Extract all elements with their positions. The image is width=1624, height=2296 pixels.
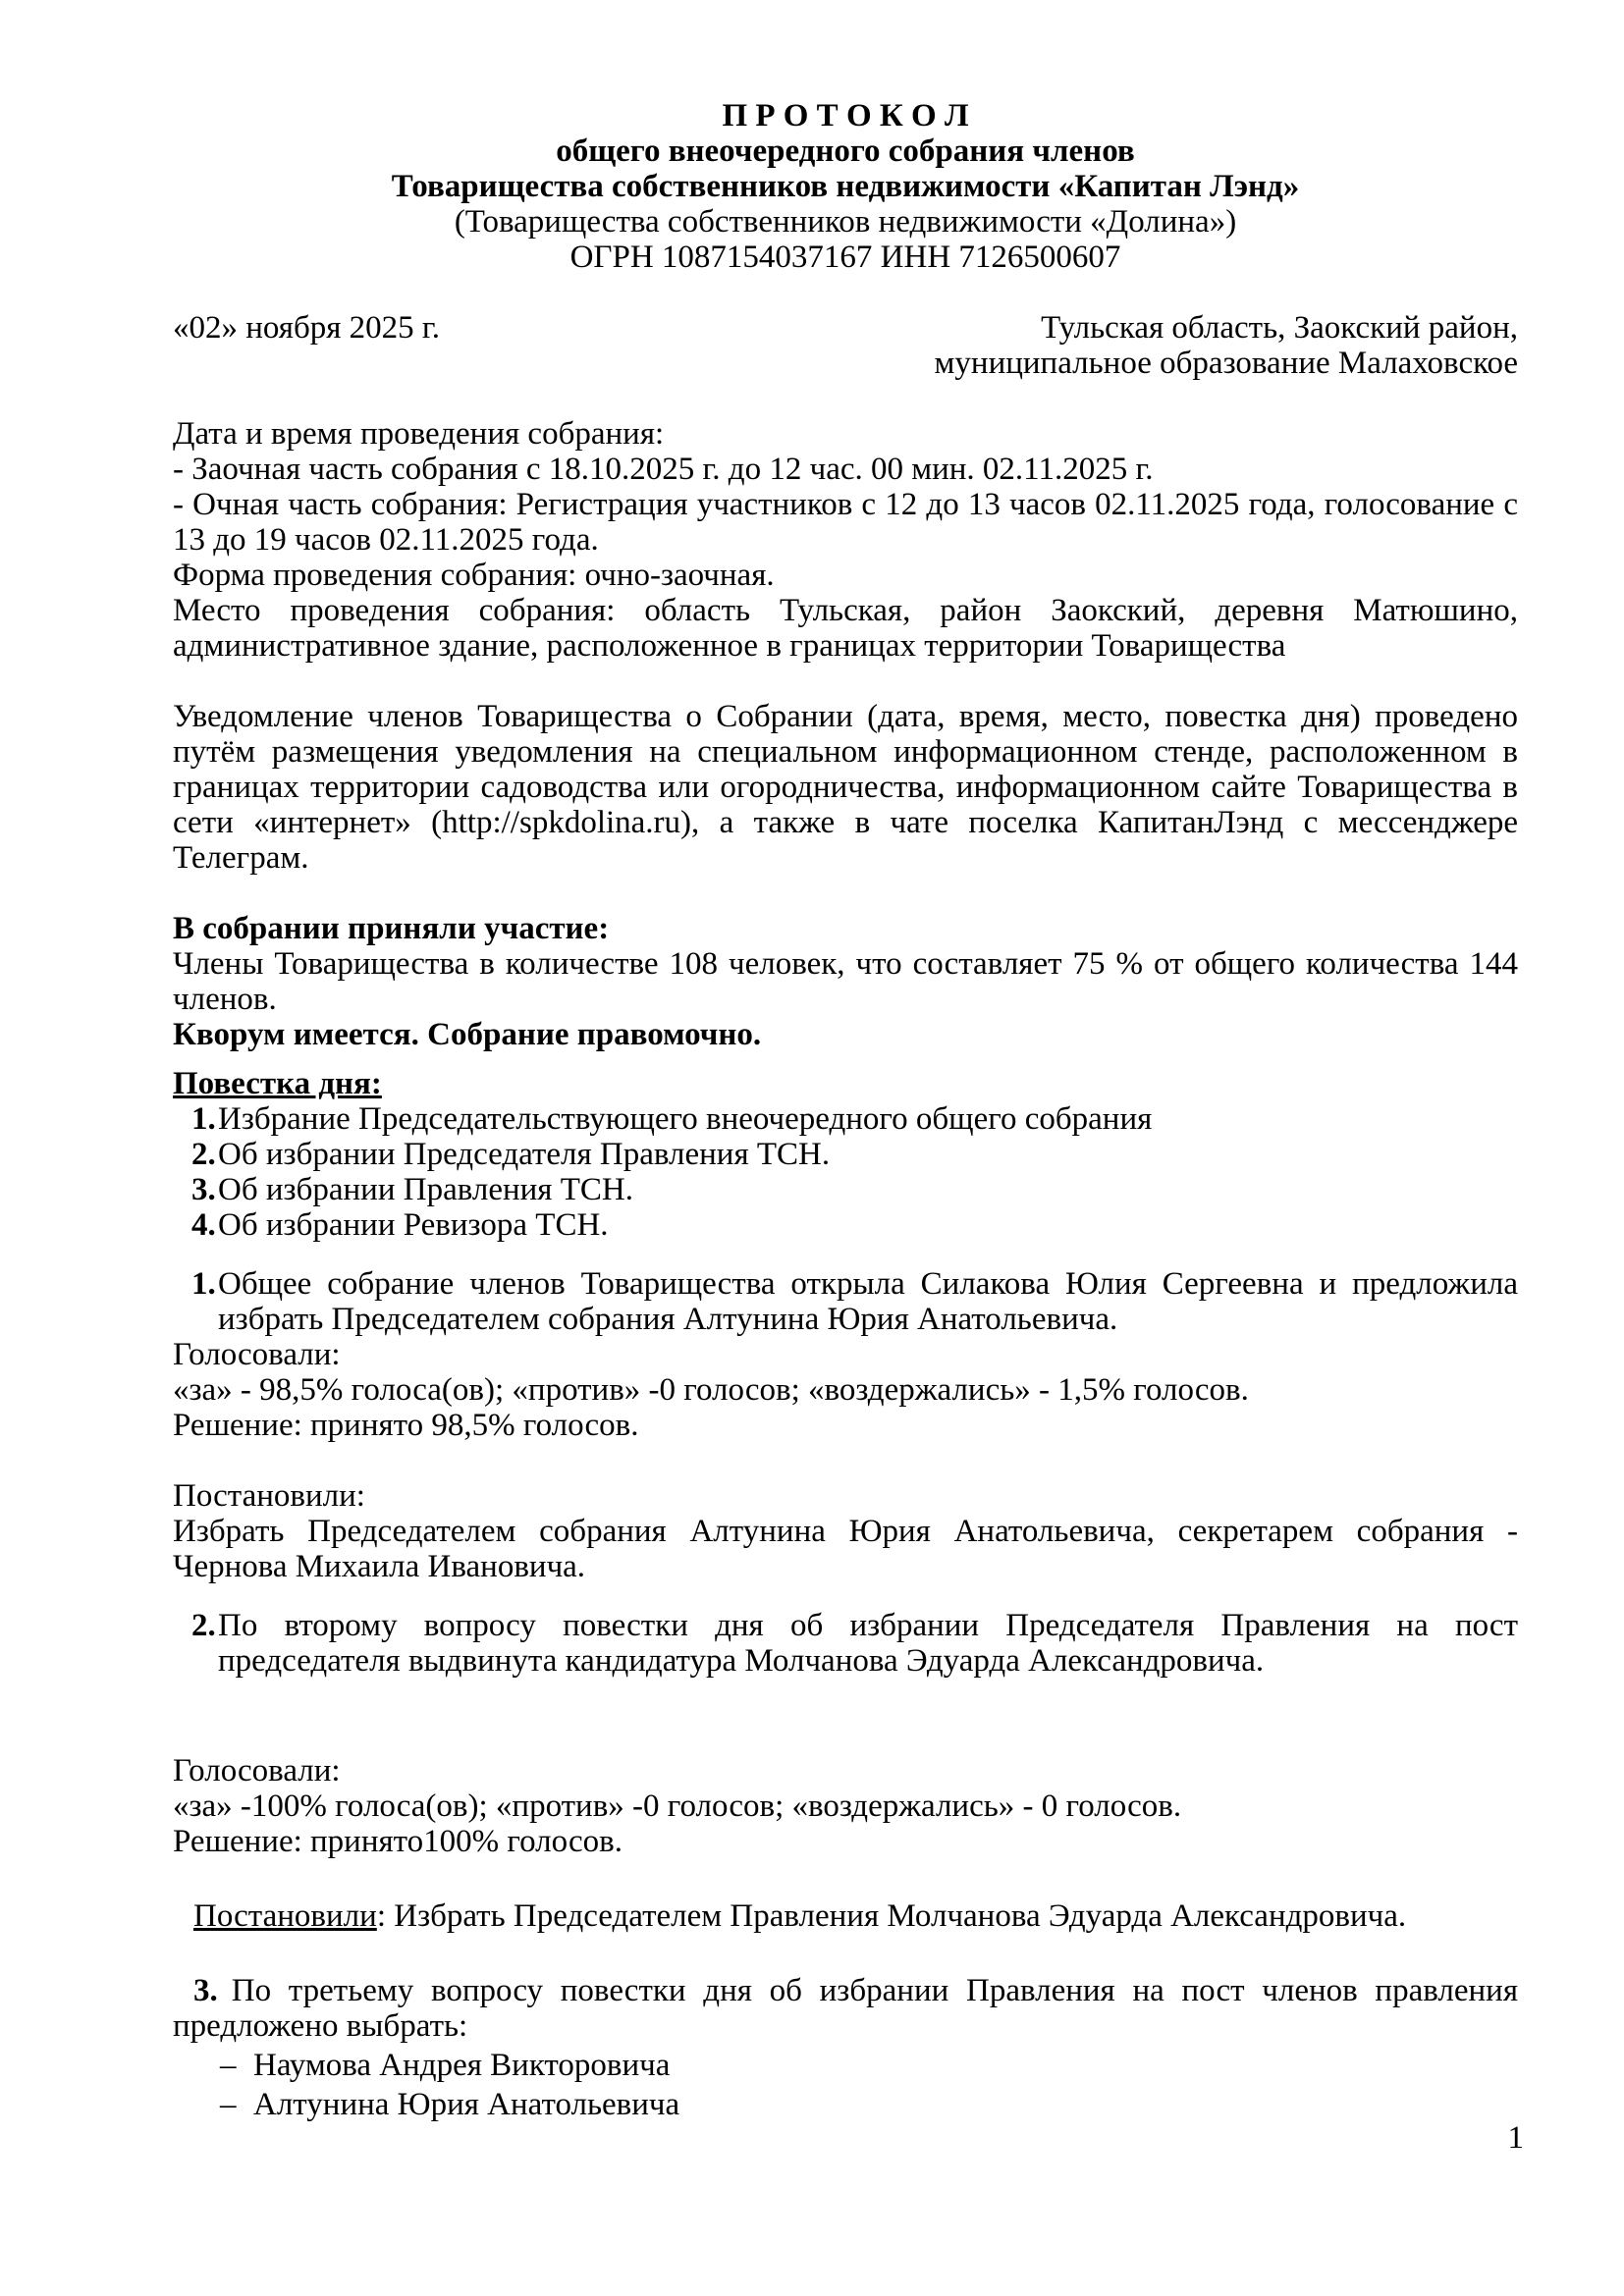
agenda-item-4 (173, 1207, 1518, 1243)
question-1-resolved-label: Постановили: (173, 1478, 365, 1514)
meeting-location: Место проведения собрания: область Тульская, район Заокский, деревня Матюшино, административное здание, расположенное в границах территории Товарищества (173, 593, 1518, 664)
agenda-item-2-text: Об избрании Председателя Правления ТСН. (218, 1137, 831, 1172)
question-2-text: По второму вопросу повестки дня об избрании Председателя Правления на пост председателя выдвинута кандидатура Молчанова Эдуарда Александровича. (218, 1608, 1518, 1679)
agenda-item-1-text: Избрание Председательствующего внеочередного общего собрания (218, 1101, 1153, 1137)
doc-place-line1: Тульская область, Заокский район, (1041, 310, 1518, 346)
doc-title: П Р О Т О К О Л (722, 98, 969, 133)
question-2-resolved-label: Постановили (193, 1898, 377, 1934)
question-3-number: 3. (193, 1973, 218, 2008)
dash-icon: – (220, 2048, 237, 2083)
participation-text: Члены Товарищества в количестве 108 человек, что составляет 75 % от общего количества 144 членов. (173, 946, 1518, 1017)
candidate-item-1 (173, 2048, 1518, 2083)
agenda-item-3-text: Об избрании Правления ТСН. (218, 1172, 633, 1207)
candidate-2-name: Алтунина Юрия Анатольевича (253, 2087, 680, 2122)
question-2-resolved-text: : Избрать Председателем Правления Молчанова Эдуарда Александровича. (376, 1898, 1407, 1934)
question-1-voted-label: Голосовали: (173, 1337, 341, 1372)
participation-heading: В собрании приняли участие: (173, 911, 610, 946)
question-3-paragraph (173, 1973, 1518, 2044)
question-2-decision: Решение: принято100% голосов. (173, 1824, 623, 1859)
agenda-item-3 (173, 1172, 1518, 1207)
candidate-1-name: Наумова Андрея Викторовича (253, 2048, 671, 2083)
doc-ogrn-inn: ОГРН 1087154037167 ИНН 7126500607 (569, 240, 1121, 275)
question-2-votes: «за» -100% голоса(ов); «против» -0 голосов; «воздержались» - 0 голосов. (173, 1789, 1182, 1824)
doc-subtitle-1: общего внеочередного собрания членов (556, 133, 1135, 169)
meeting-notification: Уведомление членов Товарищества о Собрании (дата, время, место, повестка дня) проведено путём размещения уведомления на специальном информационном стенде, расположенном в границах территории садоводства или огородничества, информационном сайте Товарищества в сети «интернет» (http://spkdolina.ru), а также в чате поселка КапитанЛэнд с мессенджере Телеграм. (173, 699, 1518, 876)
agenda-item-4-number: 4. (191, 1207, 216, 1243)
date-place-row (173, 310, 1518, 381)
candidate-item-2 (173, 2087, 1518, 2122)
question-3-text: По третьему вопросу повестки дня об избрании Правления на пост членов правления предложено выбрать: (173, 1973, 1518, 2044)
agenda-heading: Повестка дня: (173, 1066, 382, 1101)
agenda-item-2-number: 2. (191, 1137, 216, 1172)
meeting-absentee-part: - Заочная часть собрания с 18.10.2025 г. до 12 час. 00 мин. 02.11.2025 г. (173, 452, 1154, 487)
question-1-number: 1. (191, 1266, 216, 1302)
question-2-number: 2. (191, 1608, 216, 1643)
question-1-resolved-text: Избрать Председателем собрания Алтунина Юрия Анатольевича, секретарем собрания - Чернова Михаила Ивановича. (173, 1514, 1518, 1584)
agenda-item-1 (173, 1101, 1518, 1137)
doc-subtitle-2: Товарищества собственников недвижимости «Капитан Лэнд» (391, 169, 1300, 204)
question-2-paragraph (173, 1608, 1518, 1679)
doc-subtitle-3: (Товарищества собственников недвижимости «Долина») (454, 204, 1237, 240)
dash-icon: – (220, 2087, 237, 2122)
page-number: 1 (1507, 2120, 1524, 2156)
meeting-form: Форма проведения собрания: очно-заочная. (173, 558, 775, 593)
doc-place-line2: муниципальное образование Малаховское (934, 346, 1518, 381)
agenda-item-2 (173, 1137, 1518, 1172)
quorum-statement: Кворум имеется. Собрание правомочно. (173, 1017, 762, 1052)
meeting-inperson-part: - Очная часть собрания: Регистрация участников с 12 до 13 часов 02.11.2025 года, голосование с 13 до 19 часов 02.11.2025 года. (173, 487, 1518, 558)
doc-place (935, 310, 1518, 381)
agenda-item-3-number: 3. (191, 1172, 216, 1207)
question-1-votes: «за» - 98,5% голоса(ов); «против» -0 голосов; «воздержались» - 1,5% голосов. (173, 1372, 1249, 1408)
question-1-decision: Решение: принято 98,5% голосов. (173, 1408, 639, 1443)
agenda-item-1-number: 1. (191, 1101, 216, 1137)
question-1-text: Общее собрание членов Товарищества открыла Силакова Юлия Сергеевна и предложила избрать Председателем собрания Алтунина Юрия Анатольевича. (218, 1266, 1518, 1337)
doc-date: «02» ноября 2025 г. (173, 310, 440, 346)
agenda-item-4-text: Об избрании Ревизора ТСН. (218, 1207, 609, 1243)
question-1-paragraph (173, 1266, 1518, 1337)
question-2-resolved (173, 1898, 1518, 1934)
document-body (173, 98, 1518, 2122)
question-2-voted-label: Голосовали: (173, 1753, 341, 1789)
meeting-datetime-label: Дата и время проведения собрания: (173, 416, 665, 452)
